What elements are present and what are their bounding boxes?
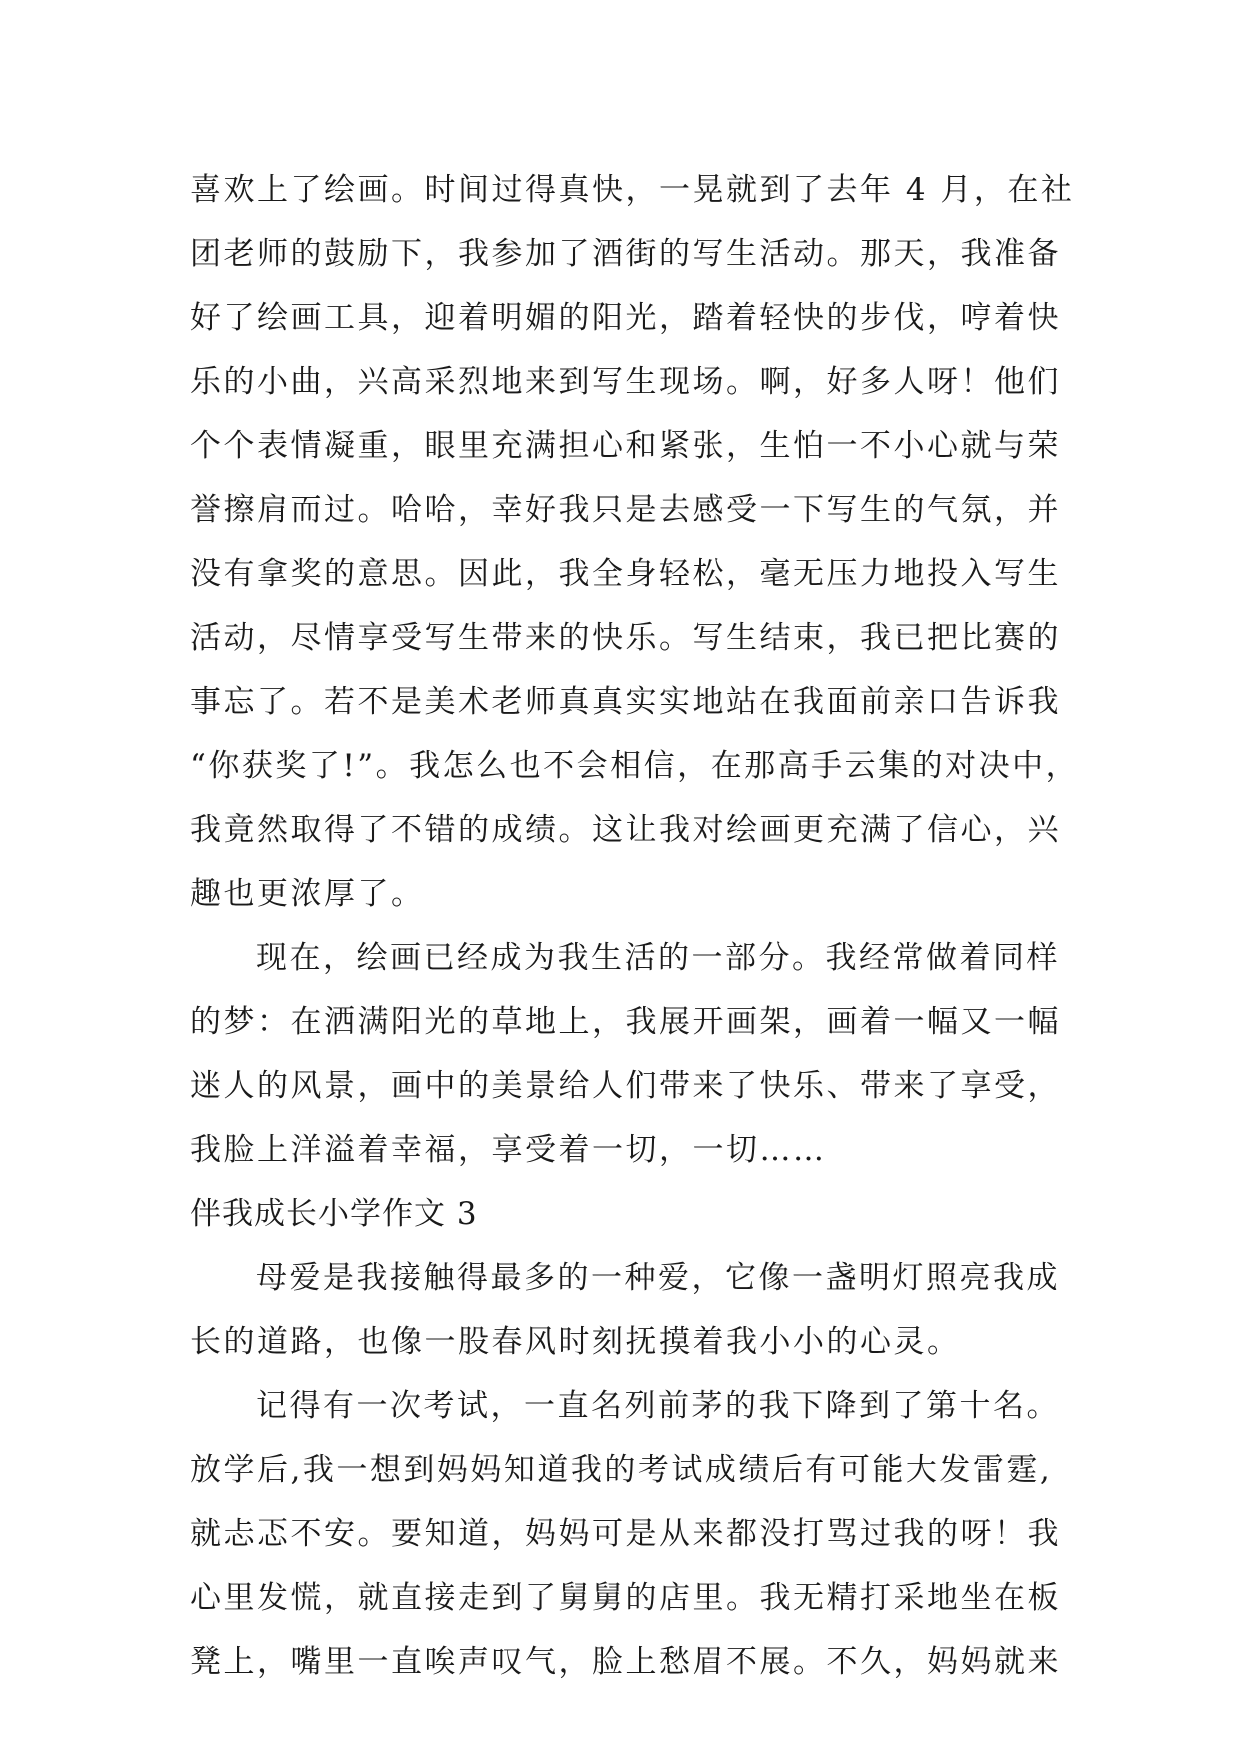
text-line: “你获奖了!”。我怎么也不会相信，在那高手云集的对决中， xyxy=(190,748,1080,784)
text-line: 我竟然取得了不错的成绩。这让我对绘画更充满了信心，兴 xyxy=(190,812,1061,848)
paragraph-start-line: 现在，绘画已经成为我生活的一部分。我经常做着同样 xyxy=(256,940,1060,976)
text-line: 事忘了。若不是美术老师真真实实地站在我面前亲口告诉我 xyxy=(190,684,1061,720)
text-line: 喜欢上了绘画。时间过得真快，一晃就到了去年 4 月，在社 xyxy=(190,172,1075,208)
text-line: 迷人的风景，画中的美景给人们带来了快乐、带来了享受， xyxy=(190,1068,1061,1104)
text-line: 凳上，嘴里一直唉声叹气，脸上愁眉不展。不久，妈妈就来 xyxy=(190,1644,1061,1680)
text-line: 个个表情凝重，眼里充满担心和紧张，生怕一不小心就与荣 xyxy=(190,428,1061,464)
paragraph-start-line: 母爱是我接触得最多的一种爱，它像一盏明灯照亮我成 xyxy=(256,1260,1060,1296)
text-line: 我脸上洋溢着幸福，享受着一切，一切…… xyxy=(190,1132,827,1168)
text-line: 好了绘画工具，迎着明媚的阳光，踏着轻快的步伐，哼着快 xyxy=(190,300,1061,336)
paragraph-start-line: 记得有一次考试，一直名列前茅的我下降到了第十名。 xyxy=(256,1388,1060,1424)
text-line: 活动，尽情享受写生带来的快乐。写生结束，我已把比赛的 xyxy=(190,620,1061,656)
text-line: 长的道路，也像一股春风时刻抚摸着我小小的心灵。 xyxy=(190,1324,961,1360)
essay-body xyxy=(190,158,1080,1694)
text-line: 的梦：在洒满阳光的草地上，我展开画架，画着一幅又一幅 xyxy=(190,1004,1061,1040)
text-line: 放学后,我一想到妈妈知道我的考试成绩后有可能大发雷霆, xyxy=(190,1452,1053,1488)
text-line: 誉擦肩而过。哈哈，幸好我只是去感受一下写生的气氛，并 xyxy=(190,492,1061,528)
text-line: 心里发慌，就直接走到了舅舅的店里。我无精打采地坐在板 xyxy=(190,1580,1061,1616)
section-heading: 伴我成长小学作文 3 xyxy=(190,1196,478,1232)
text-line: 团老师的鼓励下，我参加了酒街的写生活动。那天，我准备 xyxy=(190,236,1061,272)
text-line: 就忐忑不安。要知道，妈妈可是从来都没打骂过我的呀！我 xyxy=(190,1516,1061,1552)
text-line: 趣也更浓厚了。 xyxy=(190,876,425,912)
text-line: 没有拿奖的意思。因此，我全身轻松，毫无压力地投入写生 xyxy=(190,556,1061,592)
text-line: 乐的小曲，兴高采烈地来到写生现场。啊，好多人呀！他们 xyxy=(190,364,1061,400)
